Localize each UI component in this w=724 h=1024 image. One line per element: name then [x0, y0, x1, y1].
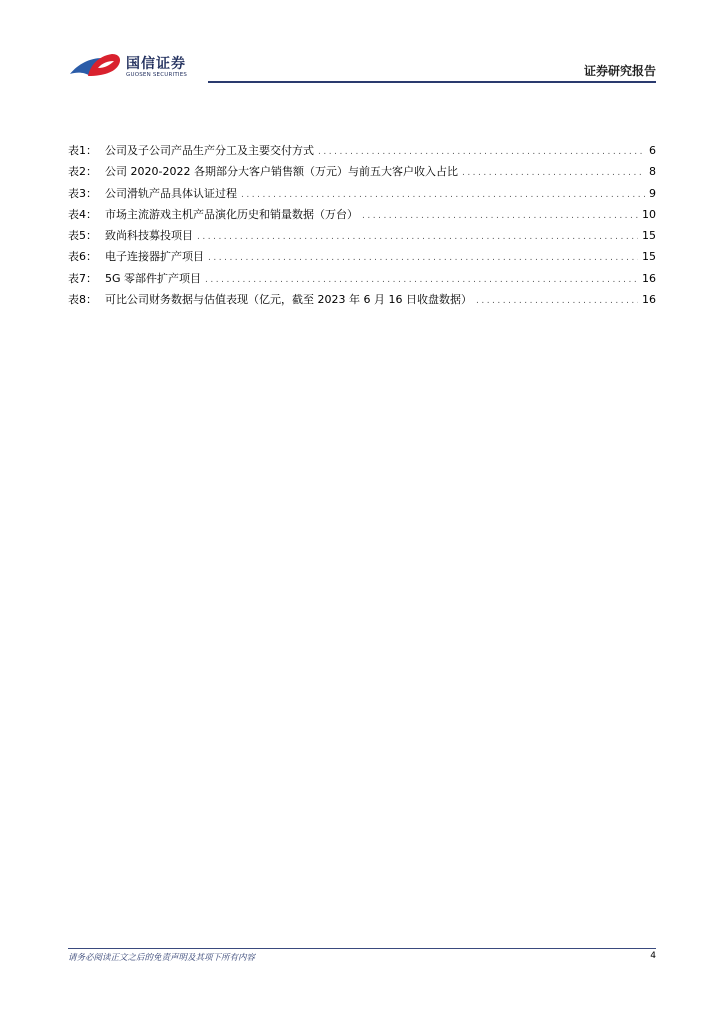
toc-entry-3[interactable] — [68, 183, 656, 204]
toc-entry-number: 表4： — [68, 207, 97, 221]
toc-dot-leader — [462, 163, 645, 184]
toc-entry-page[interactable]: 6 — [649, 144, 656, 157]
toc-entry-1[interactable] — [68, 140, 656, 161]
logo-chinese-name: 国信证券 — [126, 56, 186, 72]
page-header — [68, 48, 656, 84]
toc-entry-page[interactable]: 15 — [642, 229, 656, 243]
header-divider — [208, 81, 656, 83]
toc-entry-title[interactable]: 电子连接器扩产项目 — [105, 250, 204, 264]
toc-entry-4[interactable] — [68, 204, 656, 225]
toc-entry-page[interactable]: 16 — [642, 293, 656, 307]
toc-dot-leader — [197, 227, 638, 248]
toc-entry-page[interactable]: 9 — [649, 186, 656, 200]
footer-disclaimer: 请务必阅读正文之后的免责声明及其项下所有内容 — [68, 953, 256, 963]
toc-entry-title[interactable]: 公司 2020-2022 各期部分大客户销售额（万元）与前五大客户收入占比 — [105, 165, 458, 179]
toc-entry-number: 表2： — [68, 165, 97, 179]
toc-entry-title[interactable]: 公司及子公司产品生产分工及主要交付方式 — [105, 144, 314, 157]
toc-dot-leader — [241, 185, 645, 206]
report-type-label: 证券研究报告 — [583, 64, 656, 78]
toc-dot-leader — [318, 142, 645, 163]
toc-entry-2[interactable] — [68, 161, 656, 182]
toc-entry-5[interactable] — [68, 225, 656, 246]
toc-entry-title[interactable]: 公司滑轨产品具体认证过程 — [105, 186, 237, 200]
toc-entry-page[interactable]: 15 — [642, 250, 656, 264]
footer-divider — [68, 948, 656, 949]
toc-entry-number: 表7： — [68, 271, 97, 285]
toc-entry-page[interactable]: 16 — [642, 271, 656, 285]
toc-entry-8[interactable] — [68, 289, 656, 310]
toc-entry-title[interactable]: 市场主流游戏主机产品演化历史和销量数据（万台） — [105, 207, 358, 221]
toc-entry-number: 表1： — [68, 144, 97, 157]
toc-dot-leader — [205, 270, 638, 291]
toc-dot-leader — [476, 291, 638, 312]
toc-entry-7[interactable] — [68, 268, 656, 289]
toc-entry-page[interactable]: 10 — [642, 207, 656, 221]
page-number: 4 — [650, 951, 656, 961]
guosen-logo — [68, 48, 208, 84]
toc-entry-number: 表5： — [68, 229, 97, 243]
guosen-logo-mark-icon — [68, 52, 122, 80]
toc-entry-number: 表6： — [68, 250, 97, 264]
toc-entry-6[interactable] — [68, 246, 656, 267]
table-of-tables — [68, 140, 656, 310]
toc-entry-number: 表8： — [68, 293, 97, 307]
toc-entry-title[interactable]: 致尚科技募投项目 — [105, 229, 193, 243]
toc-dot-leader — [362, 206, 638, 227]
toc-entry-title[interactable]: 5G 零部件扩产项目 — [105, 271, 202, 285]
toc-entry-page[interactable]: 8 — [649, 165, 656, 179]
toc-entry-title[interactable]: 可比公司财务数据与估值表现（亿元，截至 2023 年 6 月 16 日收盘数据） — [105, 293, 472, 307]
toc-entry-number: 表3： — [68, 186, 97, 200]
logo-english-name: GUOSEN SECURITIES — [126, 72, 188, 78]
toc-dot-leader — [208, 248, 638, 269]
